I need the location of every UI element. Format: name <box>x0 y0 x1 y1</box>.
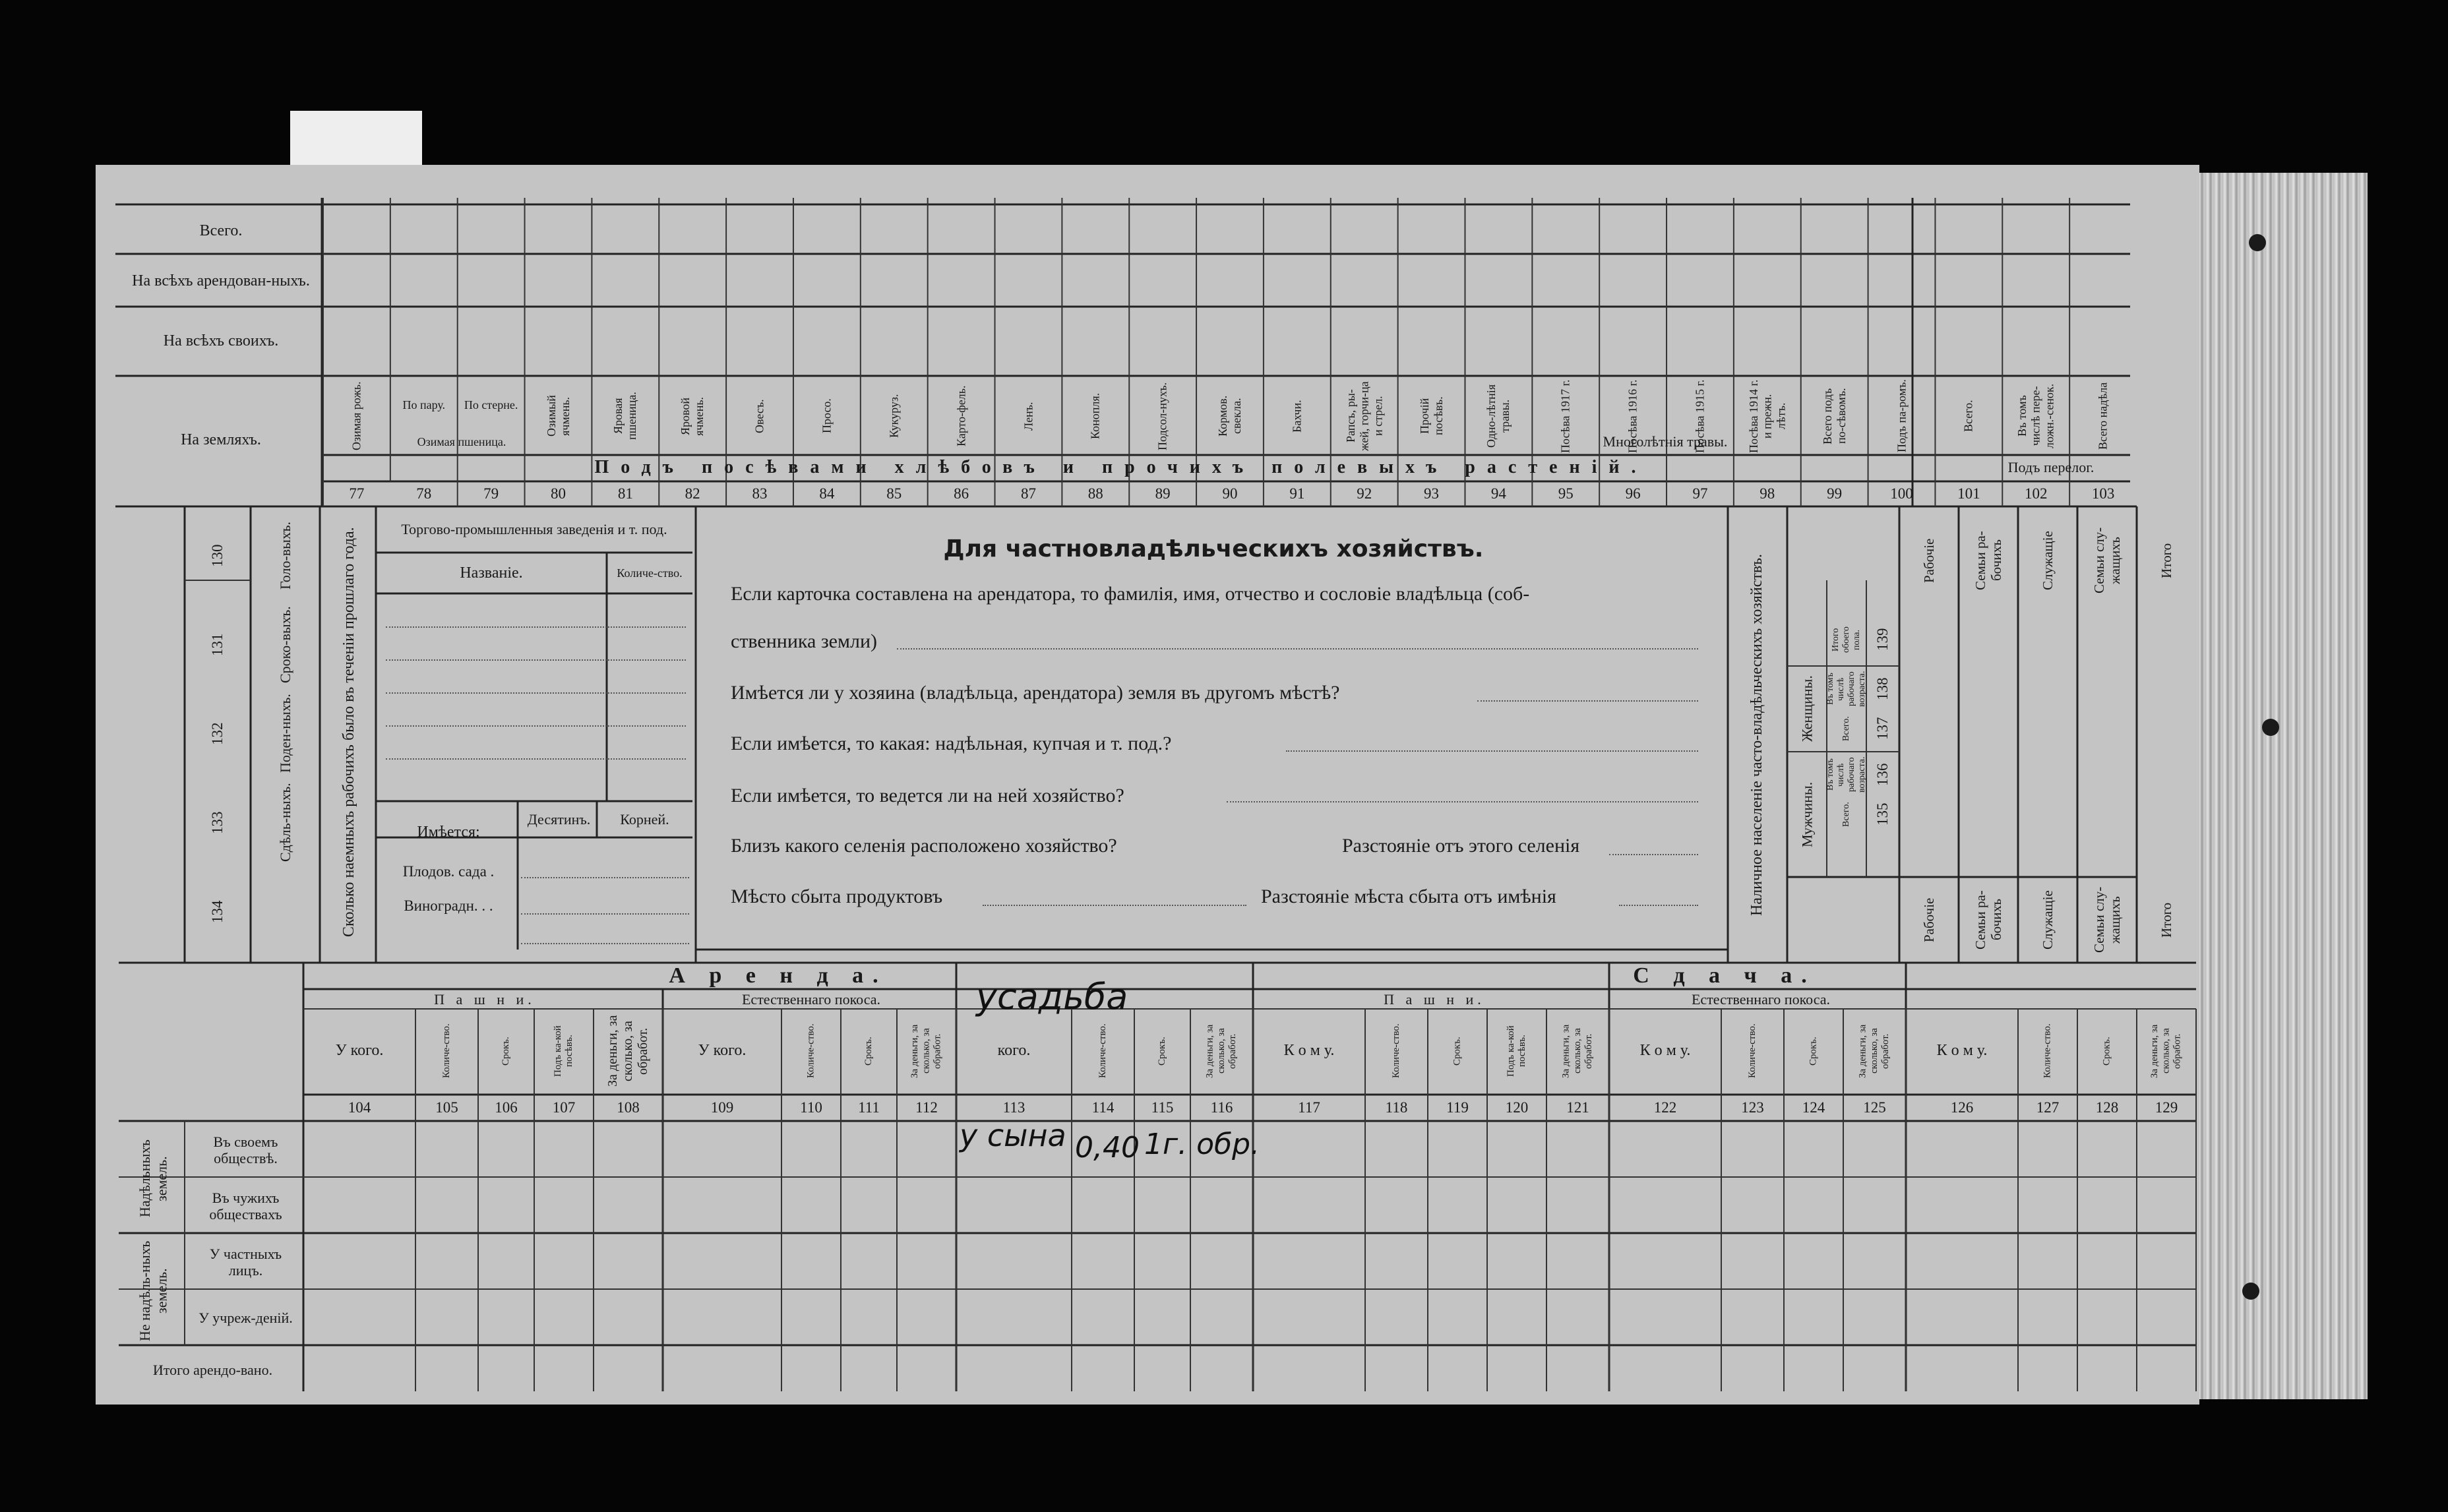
crop-header-label: Карто-фель. <box>954 385 968 447</box>
crop-header-label: Яровая пшеница. <box>611 392 639 440</box>
crop-column-number: 86 <box>954 485 969 502</box>
lease-column-label: Количе-ство. <box>1097 1023 1108 1079</box>
crop-header-label: Озимый ячмень. <box>544 395 572 437</box>
lease-column-label: Количе-ство. <box>1746 1023 1758 1079</box>
crop-header-label: Просо. <box>820 398 834 434</box>
question-6-distance: Разстоянiе мѣста сбыта отъ имѣнiя <box>1261 886 1556 907</box>
lease-column-number: 123 <box>1741 1099 1764 1116</box>
crop-header-label: Рапсъ, ры-жей, горчи-ца и стрел. <box>1343 381 1385 451</box>
crop-column-number: 77 <box>349 485 365 502</box>
vineyard-label: Виноградн. . . <box>404 897 493 915</box>
crop-column-number: 79 <box>483 485 499 502</box>
crop-column-number: 96 <box>1625 485 1641 502</box>
trade-name-header: Названiе. <box>460 564 523 582</box>
lease-column-number: 112 <box>915 1099 938 1116</box>
lease-column-label: За деньги, за сколько, за обработ. <box>1204 1024 1239 1078</box>
crop-header-label: Всего. <box>1962 400 1976 433</box>
lease-column-label: За деньги, за сколько, за обработ. <box>1560 1024 1595 1078</box>
lease-column-number: 109 <box>710 1099 734 1116</box>
lease-column-number: 118 <box>1385 1099 1408 1116</box>
handwritten-from-whom: у сына <box>960 1118 1066 1153</box>
crop-column-number: 83 <box>752 485 768 502</box>
lease-column-number: 124 <box>1802 1099 1825 1116</box>
crop-column-number: 85 <box>886 485 902 502</box>
lease-column-label: У кого. <box>335 1042 384 1060</box>
crop-header-label: Овесъ. <box>752 399 766 433</box>
workers-column-label: Итого <box>2158 543 2174 578</box>
lease-column-number: 120 <box>1505 1099 1529 1116</box>
fallow-label: Подъ перелог. <box>2007 459 2095 476</box>
livestock-label: Поден-ныхъ. <box>276 694 293 773</box>
desyatin-header: Десятинъ. <box>527 810 591 828</box>
crop-column-number: 90 <box>1222 485 1238 502</box>
population-column-number: 138 <box>1874 677 1891 701</box>
crop-header-label: Ленъ. <box>1022 402 1035 431</box>
crop-column-number: 91 <box>1289 485 1305 502</box>
lease-column-number: 113 <box>1002 1099 1025 1116</box>
lease-column-number: 116 <box>1210 1099 1233 1116</box>
lease-column-number: 117 <box>1298 1099 1320 1116</box>
crop-header-label: Всего подъ по-сѣвомъ. <box>1820 388 1848 444</box>
population-column-label: Въ томъ числѣ рабочаго возраста. <box>1825 756 1868 793</box>
lease-column-label: Срокъ. <box>1156 1037 1167 1066</box>
lease-column-label: Срокъ. <box>1808 1037 1819 1066</box>
has-label: Имѣется: <box>417 823 480 841</box>
livestock-number: 131 <box>208 633 226 656</box>
livestock-label: Сроко-выхъ. <box>276 606 293 683</box>
handwritten-term: 1г. обр. <box>1144 1128 1260 1161</box>
arenda-title: А р е н д а. <box>669 963 888 988</box>
lease-column-label: Подъ ка-кой посѣвъ. <box>1505 1025 1527 1077</box>
row-total-rented: Итого арендо-вано. <box>152 1361 273 1378</box>
row-label-rented: На всѣхъ арендован-ныхъ. <box>132 272 310 290</box>
crop-header-label: Подсол-нухъ. <box>1155 382 1169 450</box>
winter-wheat-label: Озимая пшеница. <box>417 435 506 448</box>
lease-column-label: Количе-ство. <box>441 1023 452 1079</box>
workers-column-label: Итого <box>2158 902 2174 938</box>
row-label-own: На всѣхъ своихъ. <box>163 332 279 349</box>
lease-column-label: К о м у. <box>1639 1042 1691 1060</box>
lease-column-number: 114 <box>1091 1099 1115 1116</box>
lease-column-number: 110 <box>800 1099 822 1116</box>
population-column-label: Итого обоего пола. <box>1830 626 1862 653</box>
crop-header-label: Посѣва 1917 г. <box>1558 379 1572 453</box>
sdacha-title: С д а ч а. <box>1633 963 1816 988</box>
livestock-number: 132 <box>208 722 226 745</box>
lease-column-number: 105 <box>435 1099 458 1116</box>
row-other-communities: Въ чужихъ обществахъ <box>209 1189 282 1223</box>
row-private-persons: У частныхъ лицъ. <box>209 1245 282 1279</box>
question-1: Если карточка составлена на арендатора, то фамилiя, имя, отчество и сословiе владѣльца (соб- <box>731 583 1530 605</box>
lease-column-number: 108 <box>617 1099 640 1116</box>
population-column-number: 139 <box>1874 628 1891 651</box>
lease-column-label: За деньги, за сколько, за обработ. <box>909 1024 943 1078</box>
crop-header-label: Кормов. свекла. <box>1216 395 1243 437</box>
livestock-label <box>254 870 317 953</box>
group-non-allotment-land: Не надѣль-ныхъ земель. <box>137 1240 170 1341</box>
crop-header-label: Конопля. <box>1088 392 1102 440</box>
question-1-cont: ственника земли) <box>731 630 877 652</box>
lease-column-number: 121 <box>1566 1099 1589 1116</box>
lease-column-label: Срокъ. <box>863 1037 874 1066</box>
population-column-label: Всего. <box>1841 716 1851 741</box>
row-label-on-lands: На земляхъ. <box>181 431 261 448</box>
hired-workers-label: Сколько наемныхъ рабочихъ было въ теченiи прошлаго года. <box>340 527 358 937</box>
pokos-sdacha-label: Естественнаго покоса. <box>1691 991 1830 1008</box>
crop-header-label: Озимая рожь. <box>350 381 363 451</box>
crop-column-number: 81 <box>617 485 633 502</box>
handwritten-quantity: 0,40 <box>1075 1131 1140 1164</box>
question-3: Если имѣется, то какая: надѣльная, купчая и т. под.? <box>731 733 1172 754</box>
pashni-sdacha-label: П а ш н и. <box>1384 991 1485 1008</box>
crop-header-label: Прочiй посѣвъ. <box>1417 396 1445 436</box>
livestock-number: 130 <box>208 544 226 567</box>
pokos-arenda-label: Естественнаго покоса. <box>741 991 880 1008</box>
crop-column-number: 84 <box>819 485 835 502</box>
crop-column-number: 99 <box>1827 485 1843 502</box>
crop-column-number: 82 <box>685 485 700 502</box>
question-2: Имѣется ли у хозяина (владѣльца, арендатора) земля въ другомъ мѣстѣ? <box>731 682 1340 704</box>
lease-column-label: К о м у. <box>1936 1042 1988 1060</box>
population-column-number: 135 <box>1874 802 1891 826</box>
crop-header-label: Въ томъ числѣ пере-ложн.-сенок. <box>2015 383 2056 449</box>
crop-column-number: 93 <box>1424 485 1440 502</box>
crop-header-label: Яровой ячмень. <box>679 396 706 436</box>
crop-column-number: 100 <box>1890 485 1913 502</box>
workers-column-label: Рабочiе <box>1920 538 1937 583</box>
lease-column-number: 128 <box>2095 1099 2119 1116</box>
lease-column-number: 122 <box>1653 1099 1677 1116</box>
trade-establishments-title: Торгово-промышленныя заведенiя и т. под. <box>401 521 667 538</box>
crop-header-label: Кукуруз. <box>887 394 901 438</box>
workers-column-label: Служащiе <box>2039 890 2056 950</box>
crop-header-label: Одно-лѣтнiя травы. <box>1484 384 1512 448</box>
lease-column-label: За деньги, за сколько, за обработ. <box>1857 1024 1891 1078</box>
crop-column-number: 103 <box>2091 485 2115 502</box>
lease-column-label: Количе-ство. <box>2042 1023 2053 1079</box>
lease-column-label: Количе-ство. <box>1390 1023 1401 1079</box>
lease-column-number: 104 <box>348 1099 371 1116</box>
livestock-label: Сдѣль-ныхъ. <box>276 783 293 862</box>
lease-column-number: 126 <box>1950 1099 1974 1116</box>
private-farm-title: Для частновладѣльческихъ хозяйствъ. <box>943 535 1484 562</box>
pashni-arenda-label: П а ш н и. <box>434 991 536 1008</box>
lease-column-label: Срокъ. <box>500 1037 511 1066</box>
handwritten-usadba: усадьба <box>976 976 1128 1017</box>
crop-header-label: Подъ па-ромъ. <box>1895 379 1909 453</box>
lease-column-number: 127 <box>2036 1099 2060 1116</box>
crop-column-number: 97 <box>1692 485 1708 502</box>
livestock-number: 134 <box>208 900 226 923</box>
crop-header-label: Всего надѣла <box>2096 382 2110 450</box>
crop-header-label: По пару. <box>402 398 446 411</box>
workers-column-label: Семьи слу-жащихъ <box>2091 886 2123 953</box>
lease-column-label: К о м у. <box>1283 1042 1335 1060</box>
workers-column-label: Семьи ра-бочихъ <box>1972 890 2004 950</box>
crop-column-number: 98 <box>1760 485 1775 502</box>
crop-column-number: 92 <box>1357 485 1372 502</box>
lease-column-label: У кого. <box>698 1042 747 1060</box>
livestock-number: 133 <box>208 811 226 834</box>
population-column-label: Въ томъ числѣ рабочаго возраста. <box>1825 671 1868 708</box>
crop-column-number: 94 <box>1490 485 1506 502</box>
women-label: Женщины. <box>1798 675 1816 742</box>
lease-column-label: Подъ ка-кой посѣвъ. <box>552 1025 574 1077</box>
crop-column-number: 95 <box>1558 485 1574 502</box>
lease-column-label: Количе-ство. <box>805 1023 816 1079</box>
crop-column-number: 87 <box>1020 485 1036 502</box>
crop-column-number: 89 <box>1155 485 1171 502</box>
men-label: Мужчины. <box>1798 781 1816 847</box>
lease-column-label: Срокъ. <box>1452 1037 1463 1066</box>
lease-column-number: 106 <box>495 1099 518 1116</box>
question-5: Близъ какого селенiя расположено хозяйство? <box>731 835 1117 857</box>
question-5-distance: Разстоянiе отъ этого селенiя <box>1342 835 1580 857</box>
lease-column-number: 119 <box>1446 1099 1469 1116</box>
crop-column-number: 78 <box>416 485 432 502</box>
livestock-label: Голо-выхъ. <box>276 522 293 590</box>
workers-column-label: Семьи ра-бочихъ <box>1972 531 2004 590</box>
population-column-number: 137 <box>1874 717 1891 741</box>
lease-column-number: 107 <box>552 1099 576 1116</box>
population-column-number: 136 <box>1874 763 1891 787</box>
question-4: Если имѣется, то ведется ли на ней хозяйство? <box>731 785 1124 806</box>
orchard-label: Плодов. сада . <box>402 863 495 880</box>
crop-header-label: Посѣва 1914 г. и прежн. лѣтъ. <box>1746 379 1788 453</box>
trade-qty-header: Количе-ство. <box>617 566 683 580</box>
lease-column-number: 115 <box>1151 1099 1174 1116</box>
workers-column-label: Служащiе <box>2039 531 2056 590</box>
lease-column-number: 129 <box>2155 1099 2178 1116</box>
crop-column-number: 102 <box>2024 485 2048 502</box>
row-own-community: Въ своемъ обществѣ. <box>213 1133 278 1166</box>
workers-column-label: Семьи слу-жащихъ <box>2091 527 2123 594</box>
row-institutions: У учреж-денiй. <box>199 1310 293 1327</box>
lease-column-label: Срокъ. <box>2101 1037 2112 1066</box>
question-6: Мѣсто сбыта продуктовъ <box>731 886 943 907</box>
sown-crops-banner: Подъ посѣвами хлѣбовъ и прочихъ полевыхъ растенiй. <box>594 456 1648 477</box>
crop-header-label: Бахчи. <box>1290 400 1304 433</box>
crop-header-label: Посѣва 1916 г. <box>1626 379 1639 453</box>
group-allotment-land: Надѣльныхъ земель. <box>137 1139 170 1218</box>
lease-column-number: 111 <box>858 1099 880 1116</box>
lease-column-label: кого. <box>997 1042 1031 1060</box>
roots-header: Корней. <box>620 810 669 828</box>
perennial-grass-label: Многолѣтнiя травы. <box>1603 433 1728 450</box>
crop-column-number: 88 <box>1087 485 1103 502</box>
crop-column-number: 101 <box>1957 485 1980 502</box>
crop-header-label: По стерне. <box>464 398 518 411</box>
population-column-label: Всего. <box>1841 802 1851 827</box>
row-label-total: Всего. <box>199 222 243 239</box>
crop-header-label: Посѣва 1915 г. <box>1693 379 1707 453</box>
lease-column-label: За деньги, за сколько, за обработ. <box>605 1015 650 1087</box>
lease-column-label: За деньги, за сколько, за обработ. <box>2149 1024 2183 1078</box>
population-label: Наличное населенiе часто-владѣльческихъ хозяйствъ. <box>1748 554 1766 917</box>
crop-column-number: 80 <box>550 485 566 502</box>
lease-column-number: 125 <box>1863 1099 1886 1116</box>
workers-column-label: Рабочiе <box>1920 897 1937 942</box>
